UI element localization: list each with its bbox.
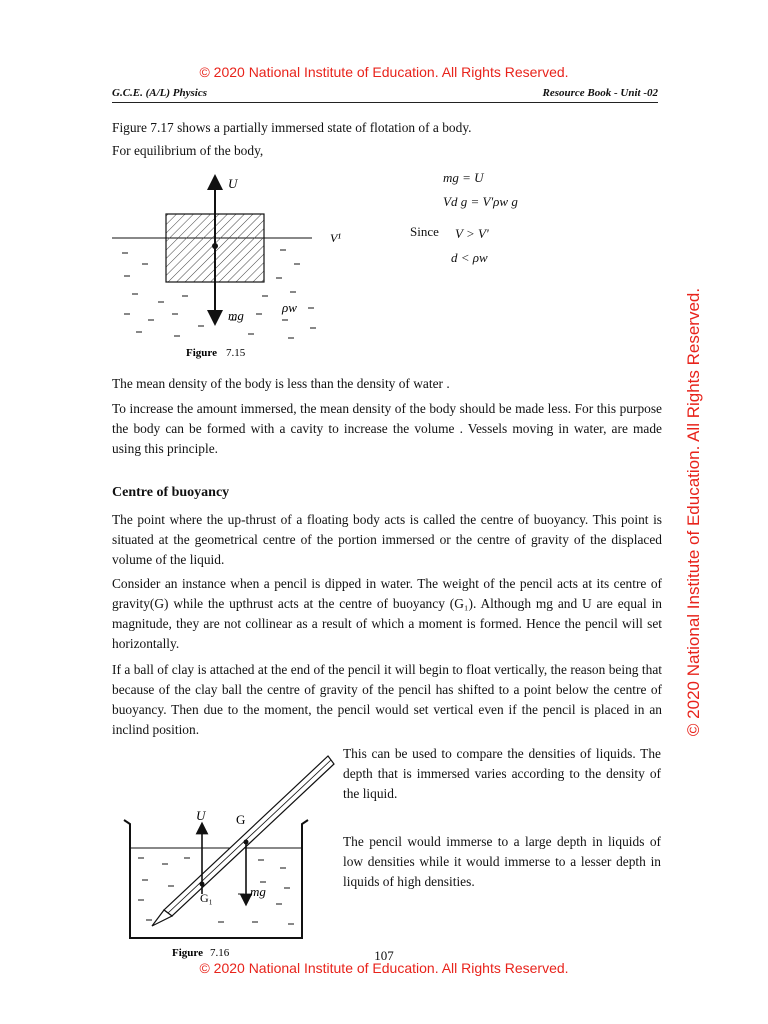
copyright-bottom: © 2020 National Institute of Education. All Rights Reserved. (199, 960, 569, 976)
section-title: Centre of buoyancy (112, 485, 230, 500)
para-cob-2: Consider an instance when a pencil is dipped in water. The weight of the pencil acts at its centre of gravity(G) while the upthrust acts at the centre of buoyancy (G₁). Although mg and U are equal in magnitude, they are not collinear as a result of which a moment is formed. Hence the pencil will set horizontally. (112, 576, 662, 651)
figure-7-15 (112, 168, 352, 368)
equation-1: mg = U (443, 170, 484, 185)
copyright-top: © 2020 National Institute of Education. All Rights Reserved. (199, 64, 569, 80)
header-book: Resource Book - Unit -02 (542, 87, 658, 99)
side-para-2: The pencil would immerse to a large depth in liquids of low densities while it would immerse to a lesser depth in liquids of high densities. (343, 834, 661, 889)
figure1-caption-number: 7.15 (226, 347, 246, 359)
equation-2: Vd g = V'ρw g (443, 194, 518, 209)
figure2-label-U: U (196, 808, 206, 823)
intro-line-1: Figure 7.17 shows a partially immersed state of flotation of a body. (112, 120, 472, 135)
figure2-caption-label: Figure (172, 947, 203, 959)
figure1-caption-label: Figure (186, 347, 217, 359)
side-para-1: This can be used to compare the densities of liquids. The depth that is immersed varies according to the density of the liquid. (343, 746, 661, 801)
figure1-label-rho: ρw (282, 300, 297, 315)
equation-4: d < ρw (451, 250, 488, 265)
para-mean-density: The mean density of the body is less than the density of water . (112, 376, 450, 391)
figure1-label-mg: mg (228, 308, 244, 323)
page-number: 107 (374, 948, 394, 963)
intro-line-2: For equilibrium of the body, (112, 143, 264, 158)
para-increase: To increase the amount immersed, the mean density of the body should be made less. For this purpose the body can be formed with a cavity to increase the volume . Vessels moving in water, are made using this principle. (112, 401, 662, 456)
equation-3: V > V' (455, 226, 489, 241)
para-cob-3: If a ball of clay is attached at the end of the pencil it will begin to float vertically, the reason being that because of the clay ball the centre of gravity of the pencil has shifted to a point below the centre of buoyancy. Then due to the moment, the pencil would set vertical even if the pencil is placed in an inclind position. (112, 662, 662, 737)
figure2-label-G: G (236, 812, 246, 827)
figure2-label-G1: G₁ (200, 891, 213, 905)
figure2-caption-number: 7.16 (210, 947, 230, 959)
page-header (112, 86, 658, 103)
figure-7-16 (118, 744, 340, 960)
side-copyright-text: © 2020 National Institute of Education. All Rights Reserved. (684, 287, 703, 737)
figure1-label-U: U (228, 176, 238, 191)
figure2-label-mg: mg (250, 884, 266, 899)
figure1-label-V: V¹ (330, 231, 341, 245)
header-subject: G.C.E. (A/L) Physics (112, 87, 208, 99)
since-label: Since (410, 224, 439, 239)
para-cob-1: The point where the up-thrust of a floating body acts is called the centre of buoyancy. This point is situated at the geometrical centre of the portion immersed or the centre of gravity of the displaced volume of the liquid. (112, 512, 662, 567)
